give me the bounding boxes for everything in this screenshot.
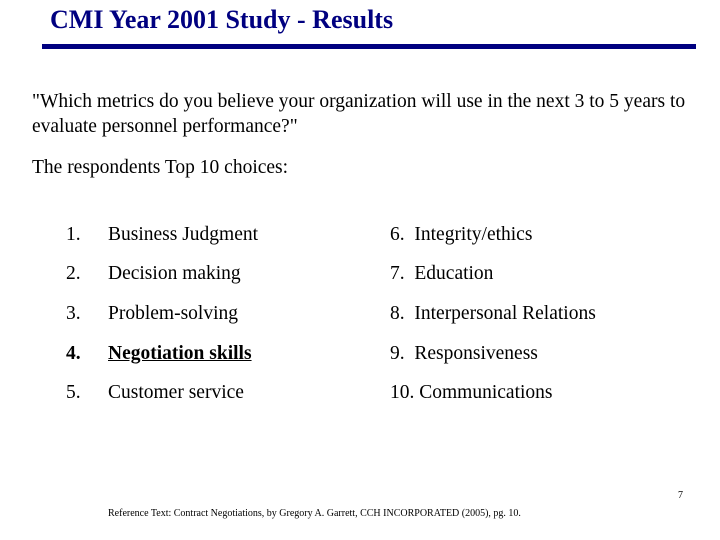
choice-number: 1.: [66, 224, 81, 245]
choice-label: Customer service: [108, 382, 244, 403]
choice-number: 3.: [66, 303, 81, 324]
choice-label: Business Judgment: [108, 224, 259, 245]
choice-right: 8. Interpersonal Relations: [390, 303, 596, 324]
slide-title: CMI Year 2001 Study - Results: [50, 5, 394, 34]
choice-number: 2.: [66, 263, 81, 284]
choice-right: 9. Responsiveness: [390, 343, 538, 364]
choice-label: Problem-solving: [108, 303, 238, 324]
survey-question: "Which metrics do you believe your organization will use in the next 3 to 5 years to evaluate personnel performance?": [32, 91, 686, 137]
slide-number: 7: [678, 490, 683, 501]
choice-number-highlighted: 4.: [66, 343, 81, 364]
choice-right: 6. Integrity/ethics: [390, 224, 533, 245]
choices-subhead: The respondents Top 10 choices:: [32, 157, 289, 178]
choice-right: 10. Communications: [390, 382, 553, 403]
reference-text: Reference Text: Contract Negotiations, by Gregory A. Garrett, CCH INCORPORATED (2005), pg. 10.: [108, 508, 521, 519]
choice-number: 5.: [66, 382, 81, 403]
title-underline-rule: [42, 44, 696, 49]
choice-label: Decision making: [108, 263, 241, 284]
choice-label-highlighted: Negotiation skills: [108, 343, 252, 364]
choice-right: 7. Education: [390, 263, 494, 284]
